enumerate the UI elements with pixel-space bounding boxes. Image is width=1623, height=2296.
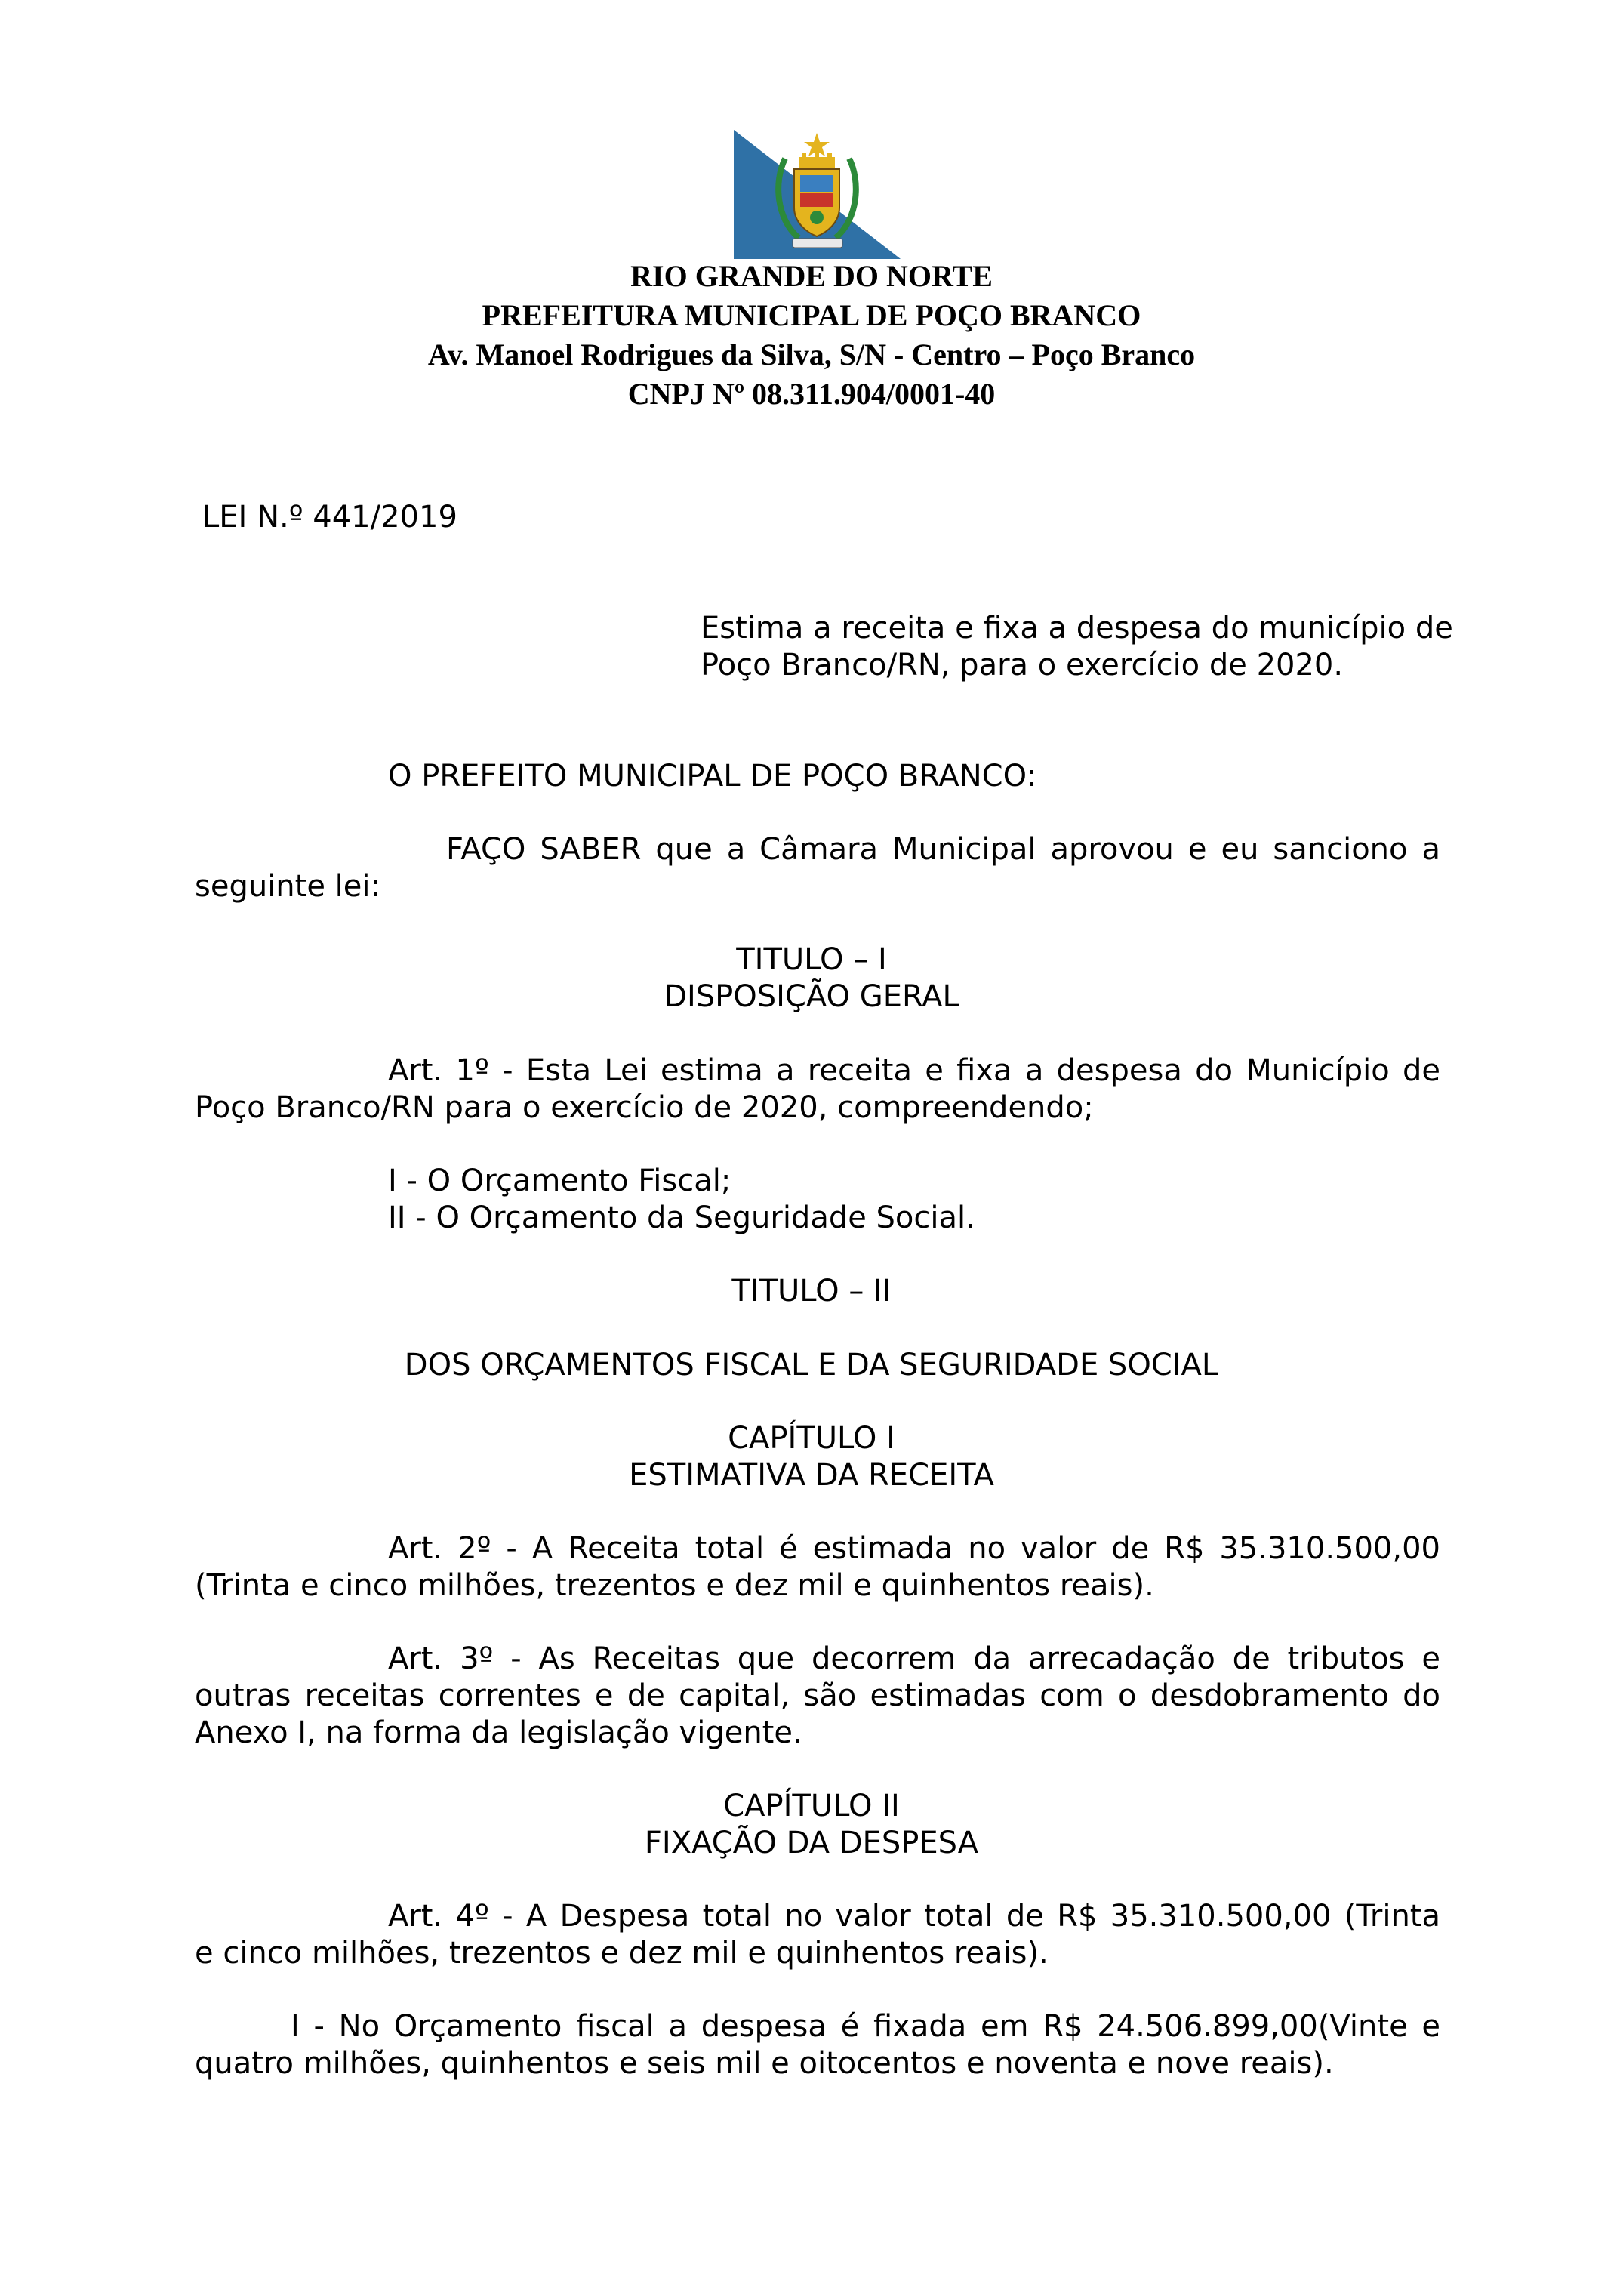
title2-name: DOS ORÇAMENTOS FISCAL E DA SEGURIDADE SOCIAL bbox=[404, 1348, 1219, 1382]
header-cnpj: CNPJ Nº 08.311.904/0001-40 bbox=[627, 377, 996, 411]
chapter1-name: ESTIMATIVA DA RECEITA bbox=[629, 1458, 994, 1493]
municipal-crest-logo bbox=[732, 128, 902, 260]
header-address: Av. Manoel Rodrigues da Silva, S/N - Centro – Poço Branco bbox=[427, 337, 1196, 371]
law-number: LEI N.º 441/2019 bbox=[202, 500, 457, 535]
art2-line1: Art. 2º - A Receita total é estimada no valor de R$ 35.310.500,00 bbox=[388, 1531, 1440, 1566]
enact-line1: FAÇO SABER que a Câmara Municipal aprovou e eu sanciono a bbox=[446, 832, 1440, 867]
law-summary-line1: Estima a receita e fixa a despesa do município de bbox=[701, 611, 1453, 646]
art4-line2: e cinco milhões, trezentos e dez mil e quinhentos reais). bbox=[195, 1936, 1049, 1971]
article-1 bbox=[195, 1052, 1440, 1126]
article-2 bbox=[195, 1530, 1440, 1604]
article-3 bbox=[195, 1641, 1440, 1752]
law-summary-line2: Poço Branco/RN, para o exercício de 2020. bbox=[701, 648, 1344, 683]
art4-item1-line1: I - No Orçamento fiscal a despesa é fixada em R$ 24.506.899,00(Vinte e bbox=[291, 2009, 1440, 2044]
article-4 bbox=[195, 1898, 1440, 1972]
art3-line2: outras receitas correntes e de capital, são estimadas com o desdobramento do bbox=[195, 1678, 1440, 1713]
art4-item1-line2: quatro milhões, quinhentos e seis mil e oitocentos e noventa e nove reais). bbox=[195, 2046, 1334, 2081]
title1-label: TITULO – I bbox=[736, 942, 887, 977]
header-prefecture: PREFEITURA MUNICIPAL DE POÇO BRANCO bbox=[482, 298, 1141, 332]
art1-item2: II - O Orçamento da Seguridade Social. bbox=[388, 1200, 975, 1235]
preamble-mayor: O PREFEITO MUNICIPAL DE POÇO BRANCO: bbox=[388, 759, 1036, 794]
art3-line1: Art. 3º - As Receitas que decorrem da arrecadação de tributos e bbox=[388, 1641, 1440, 1676]
art2-line2: (Trinta e cinco milhões, trezentos e dez mil e quinhentos reais). bbox=[195, 1568, 1154, 1603]
chapter2-name: FIXAÇÃO DA DESPESA bbox=[644, 1826, 979, 1860]
art1-line2: Poço Branco/RN para o exercício de 2020, compreendendo; bbox=[195, 1090, 1094, 1125]
header-state: RIO GRANDE DO NORTE bbox=[630, 259, 993, 293]
title1-name: DISPOSIÇÃO GERAL bbox=[664, 979, 959, 1014]
art4-line1: Art. 4º - A Despesa total no valor total de R$ 35.310.500,00 (Trinta bbox=[388, 1899, 1440, 1934]
preamble-enactment bbox=[195, 831, 1440, 905]
enact-line2: seguinte lei: bbox=[195, 869, 380, 904]
art1-line1: Art. 1º - Esta Lei estima a receita e fixa a despesa do Município de bbox=[388, 1053, 1440, 1088]
chapter2-label: CAPÍTULO II bbox=[723, 1789, 900, 1823]
chapter1-label: CAPÍTULO I bbox=[728, 1421, 895, 1456]
art3-line3: Anexo I, na forma da legislação vigente. bbox=[195, 1715, 802, 1750]
art4-item1 bbox=[195, 2008, 1440, 2082]
art1-item1: I - O Orçamento Fiscal; bbox=[388, 1163, 731, 1198]
title2-label: TITULO – II bbox=[731, 1274, 892, 1308]
